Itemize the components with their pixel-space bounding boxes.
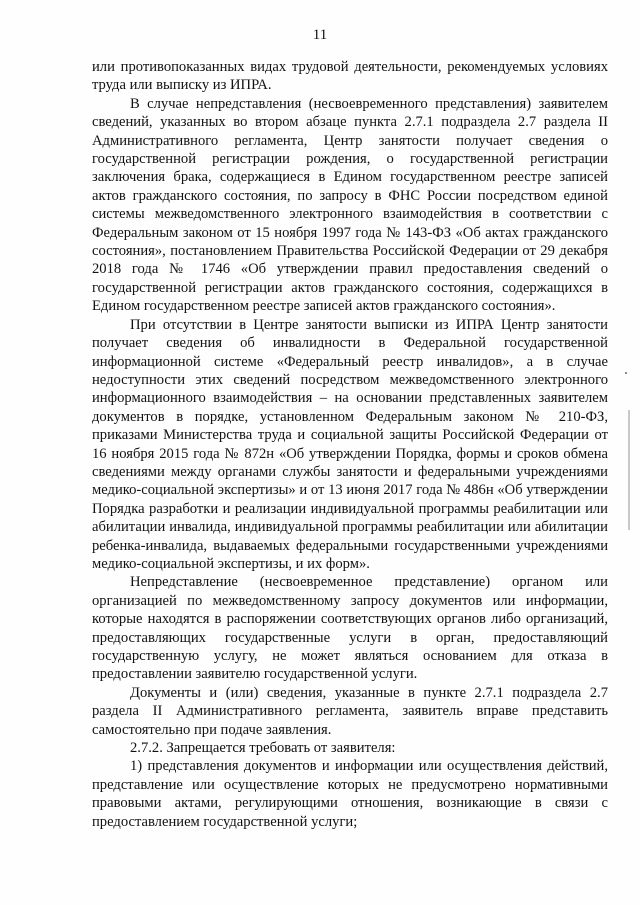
scan-edge-mark [628,410,630,530]
paragraph-item-1: 1) представления документов и информации или осуществления действий, представление или осуществление которых не предусмотрено нормативными правовыми актами, регулирующими отношения, возникающие в связи с предоставлением государственной услуги; [92,758,608,830]
paragraph-interagency-request: Непредставление (несвоевременное представление) органом или организацией по межведомственному запросу документов или информации, которые находятся в распоряжении соответствующих органов либо организаций, предоставляющих государственные услуги в орган, предоставляющий государственную услугу, не может являться основанием для отказа в предоставлении заявителю государственной услуги. [92,574,608,683]
page-number: 11 [312,27,328,43]
paragraph-clause-2-7-2: 2.7.2. Запрещается требовать от заявителя: [130,740,396,757]
paragraph-nonsubmission-civil-records: В случае непредставления (несвоевременного представления) заявителем сведений, указанных во втором абзаце пункта 2.7.1 подраздела 2.7 раздела II Административного регламента, Центр занятости получает сведения о государственной регистрации рождения, о государственной регистрации заключения брака, содержащиеся в Едином государственном реестре записей актов гражданского состояния, по запросу в ФНС России посредством единой системы межведомственного электронного взаимодействия в соответствии с Федеральным законом от 15 ноября 1997 года № 143-ФЗ «Об актах гражданского состояния», постановлением Правительства Российской Федерации от 29 декабря 2018 года № 1746 «Об утверждении правил предоставления сведений о государственной регистрации актов гражданского состояния, содержащихся в Едином государственном реестре записей актов гражданского состояния». [92,95,608,315]
paragraph-continuation: или противопоказанных видах трудовой деятельности, рекомендуемых условиях труда или выписку из ИПРА. [92,59,608,94]
document-body [92,58,608,831]
scan-speck [625,372,627,374]
paragraph-ipra-absence: При отсутствии в Центре занятости выписки из ИПРА Центр занятости получает сведения об инвалидности в Федеральной государственной информационной системе «Федеральный реестр инвалидов», а в случае недоступности этих сведений посредством межведомственного электронного информационного взаимодействия – на основании представленных заявителем документов в порядке, установленном Федеральным законом № 210-ФЗ, приказами Министерства труда и социальной защиты Российской Федерации от 16 ноября 2015 года № 872н «Об утверждении Порядка, формы и сроков обмена сведениями между органами службы занятости и федеральными учреждениями медико-социальной экспертизы» и от 13 июня 2017 года № 486н «Об утверждении Порядка разработки и реализации индивидуальной программы реабилитации или абилитации инвалида, индивидуальной программы реабилитации или абилитации ребенка-инвалида, выдаваемых федеральными государственными учреждениями медико-социальной экспертизы, и их форм». [92,316,608,572]
paragraph-documents-voluntary: Документы и (или) сведения, указанные в пункте 2.7.1 подраздела 2.7 раздела II Административного регламента, заявитель вправе представить самостоятельно при подаче заявления. [92,684,608,738]
